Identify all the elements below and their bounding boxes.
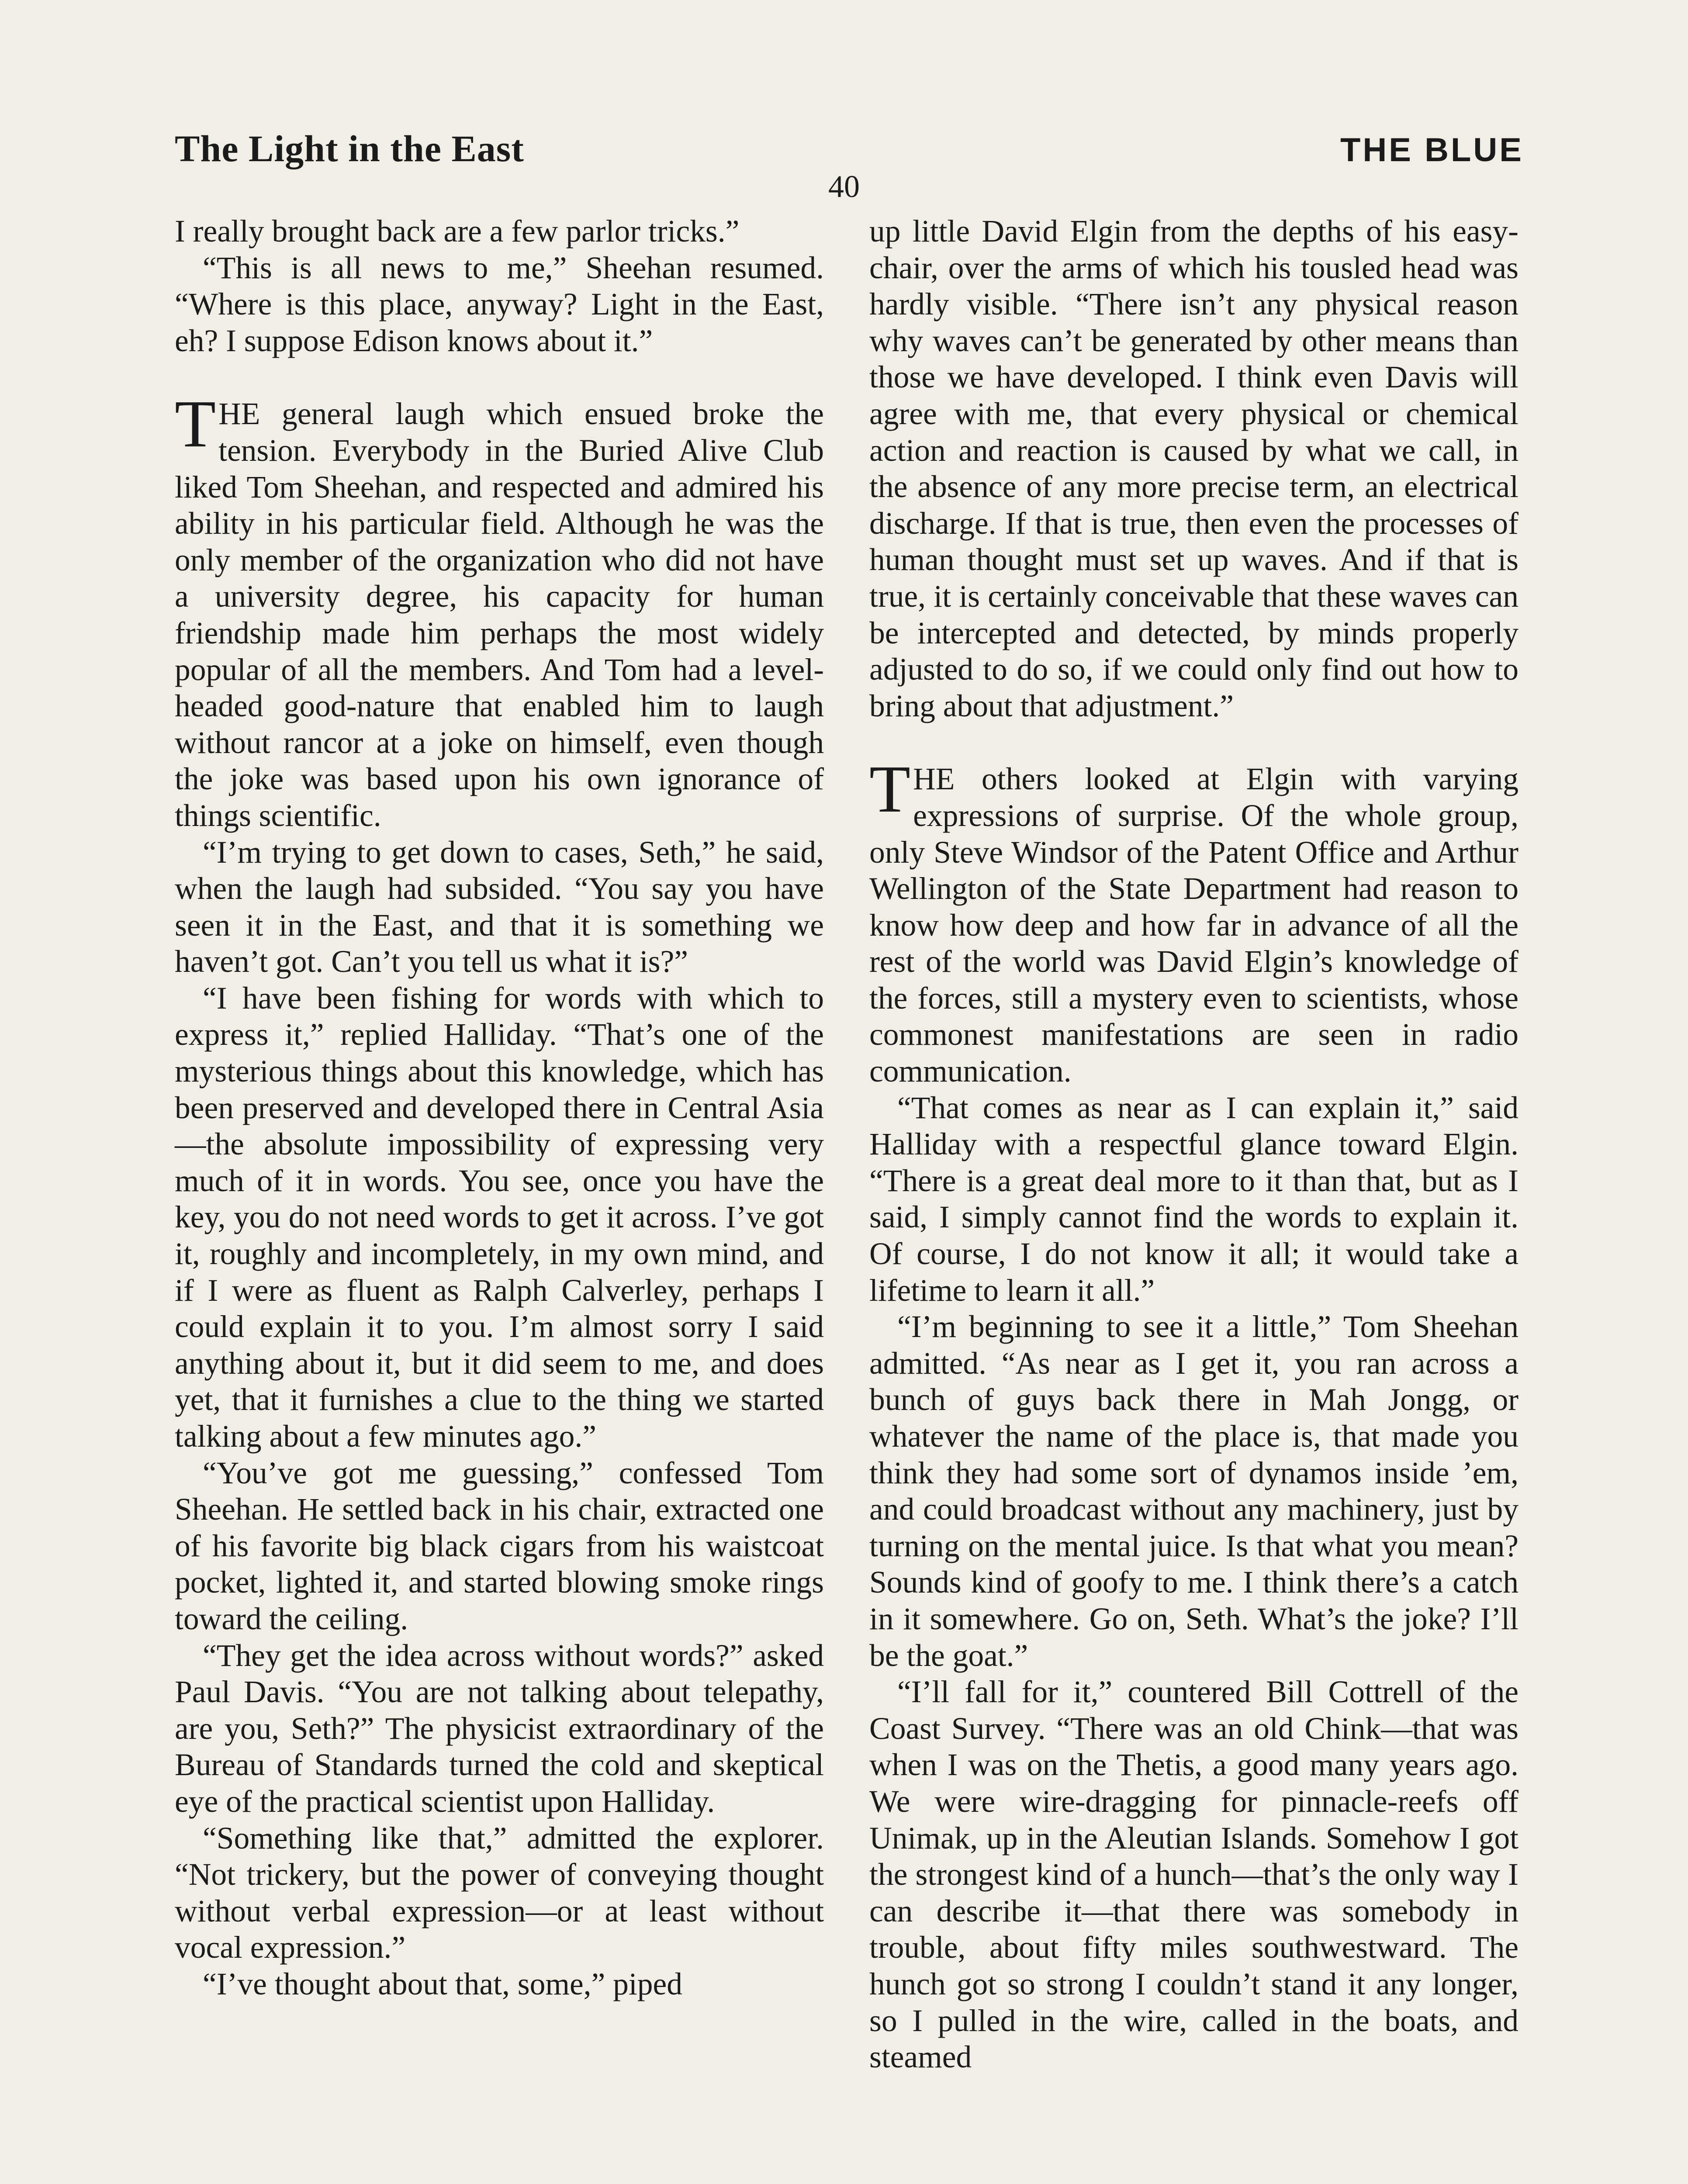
magazine-title: THE BLUE bbox=[1340, 131, 1524, 169]
paragraph-text: “They get the idea across without words?” asked Paul Davis. “You are not talking about telepathy, are you, Seth?” The physicist extraordinary of the Bureau of Standards turned the cold and skeptical eye of the practical scientist upon Halliday. bbox=[175, 1638, 824, 1819]
paragraph-text: “I have been fishing for words with which to express it,” replied Halliday. “That’s one of the mysterious things about this knowledge, which has been preserved and developed there in Central Asia—the absolute impossibility of expressing very much of it in words. You see, once you have the key, you do not need words to get it across. I’ve got it, roughly and incompletely, in my own mind, and if I were as fluent as Ralph Calverley, perhaps I could explain it to you. I’m almost sorry I said anything about it, but it did seem to me, and does yet, that it furnishes a clue to the thing we started talking about a few minutes ago.” bbox=[175, 981, 824, 1454]
left-column bbox=[175, 213, 824, 2003]
paragraph-text: “I’m trying to get down to cases, Seth,” he said, when the laugh had subsided. “You say you have seen it in the East, and that it is something we haven’t got. Can’t you tell us what it is?” bbox=[175, 835, 824, 979]
paragraph-text: “That comes as near as I can explain it,” said Halliday with a respectful glance toward Elgin. “There is a great deal more to it than that, but as I said, I simply cannot find the words to explain it. Of course, I do not know it all; it would take a lifetime to learn it all.” bbox=[869, 1090, 1519, 1308]
paragraph bbox=[175, 1966, 824, 2003]
page-header bbox=[175, 127, 1524, 170]
paragraph bbox=[175, 1638, 824, 1820]
paragraph bbox=[175, 834, 824, 980]
paragraph bbox=[869, 1309, 1519, 1674]
paragraph-text: up little David Elgin from the depths of his easy-chair, over the arms of which his tousled head was hardly visible. “There isn’t any physical reason why waves can’t be generated by other means than those we have developed. I think even Davis will agree with me, that every physical or chemical action and reaction is caused by what we call, in the absence of any more precise term, an electrical discharge. If that is true, then even the processes of human thought must set up waves. And if that is true, it is certainly conceivable that these waves can be intercepted and detected, by minds properly adjusted to do so, if we could only find out how to bring about that adjustment.” bbox=[869, 214, 1519, 723]
paragraph bbox=[175, 387, 824, 834]
paragraph-text: I really brought back are a few parlor tricks.” bbox=[175, 214, 740, 249]
paragraph bbox=[175, 1820, 824, 1966]
story-title: The Light in the East bbox=[175, 128, 524, 169]
paragraph-text: “Something like that,” admitted the explorer. “Not trickery, but the power of conveying thought without verbal expression—or at least without vocal expression.” bbox=[175, 1821, 824, 1965]
paragraph bbox=[869, 752, 1519, 1089]
paragraph bbox=[869, 1674, 1519, 2076]
paragraph-text: HE general laugh which ensued broke the tension. Everybody in the Buried Alive Club liked Tom Sheehan, and respected and admired his ability in his particular field. Although he was the only member of the organization who did not have a university degree, his capacity for human friendship made him perhaps the most widely popular of all the members. And Tom had a level-headed good-nature that enabled him to laugh without rancor at a joke on himself, even though the joke was based upon his own ignorance of things scientific. bbox=[175, 397, 824, 833]
drop-cap: T bbox=[869, 752, 911, 827]
paragraph-text: “I’ve thought about that, some,” piped bbox=[203, 1966, 683, 2001]
paragraph-text: “This is all news to me,” Sheehan resumed. “Where is this place, anyway? Light in the East, eh? I suppose Edison knows about it.” bbox=[175, 250, 824, 358]
paragraph bbox=[175, 980, 824, 1455]
paragraph-text: “You’ve got me guessing,” confessed Tom Sheehan. He settled back in his chair, extracted one of his favorite big black cigars from his waistcoat pocket, lighted it, and started blowing smoke rings toward the ceiling. bbox=[175, 1455, 824, 1636]
paragraph-text: “I’m beginning to see it a little,” Tom Sheehan admitted. “As near as I get it, you ran across a bunch of guys back there in Mah Jongg, or whatever the name of the place is, that made you think they had some sort of dynamos inside ’em, and could broadcast without any machinery, just by turning on the mental juice. Is that what you mean? Sounds kind of goofy to me. I think there’s a catch in it somewhere. Go on, Seth. What’s the joke? I’ll be the goat.” bbox=[869, 1310, 1519, 1673]
paragraph bbox=[175, 250, 824, 359]
paragraph bbox=[175, 213, 824, 250]
drop-cap: T bbox=[175, 387, 216, 462]
right-column bbox=[869, 213, 1519, 2076]
paragraph bbox=[869, 213, 1519, 724]
paragraph-text: “I’ll fall for it,” countered Bill Cottrell of the Coast Survey. “There was an old Chink—that was when I was on the Thetis, a good many years ago. We were wire-dragging for pinnacle-reefs off Unimak, up in the Aleutian Islands. Somehow I got the strongest kind of a hunch—that’s the only way I can describe it—that there was somebody in trouble, about fifty miles southwestward. The hunch got so strong I couldn’t stand it any longer, so I pulled in the wire, called in the boats, and steamed bbox=[869, 1675, 1519, 2075]
paragraph-text: HE others looked at Elgin with varying expressions of surprise. Of the whole group, only Steve Windsor of the Patent Office and Arthur Wellington of the State Department had reason to know how deep and how far in advance of all the rest of the world was David Elgin’s knowledge of the forces, still a mystery even to scientists, whose commonest manifestations are seen in radio communication. bbox=[869, 762, 1519, 1089]
page-number: 40 bbox=[828, 169, 860, 204]
paragraph bbox=[175, 1455, 824, 1638]
paragraph bbox=[869, 1090, 1519, 1309]
